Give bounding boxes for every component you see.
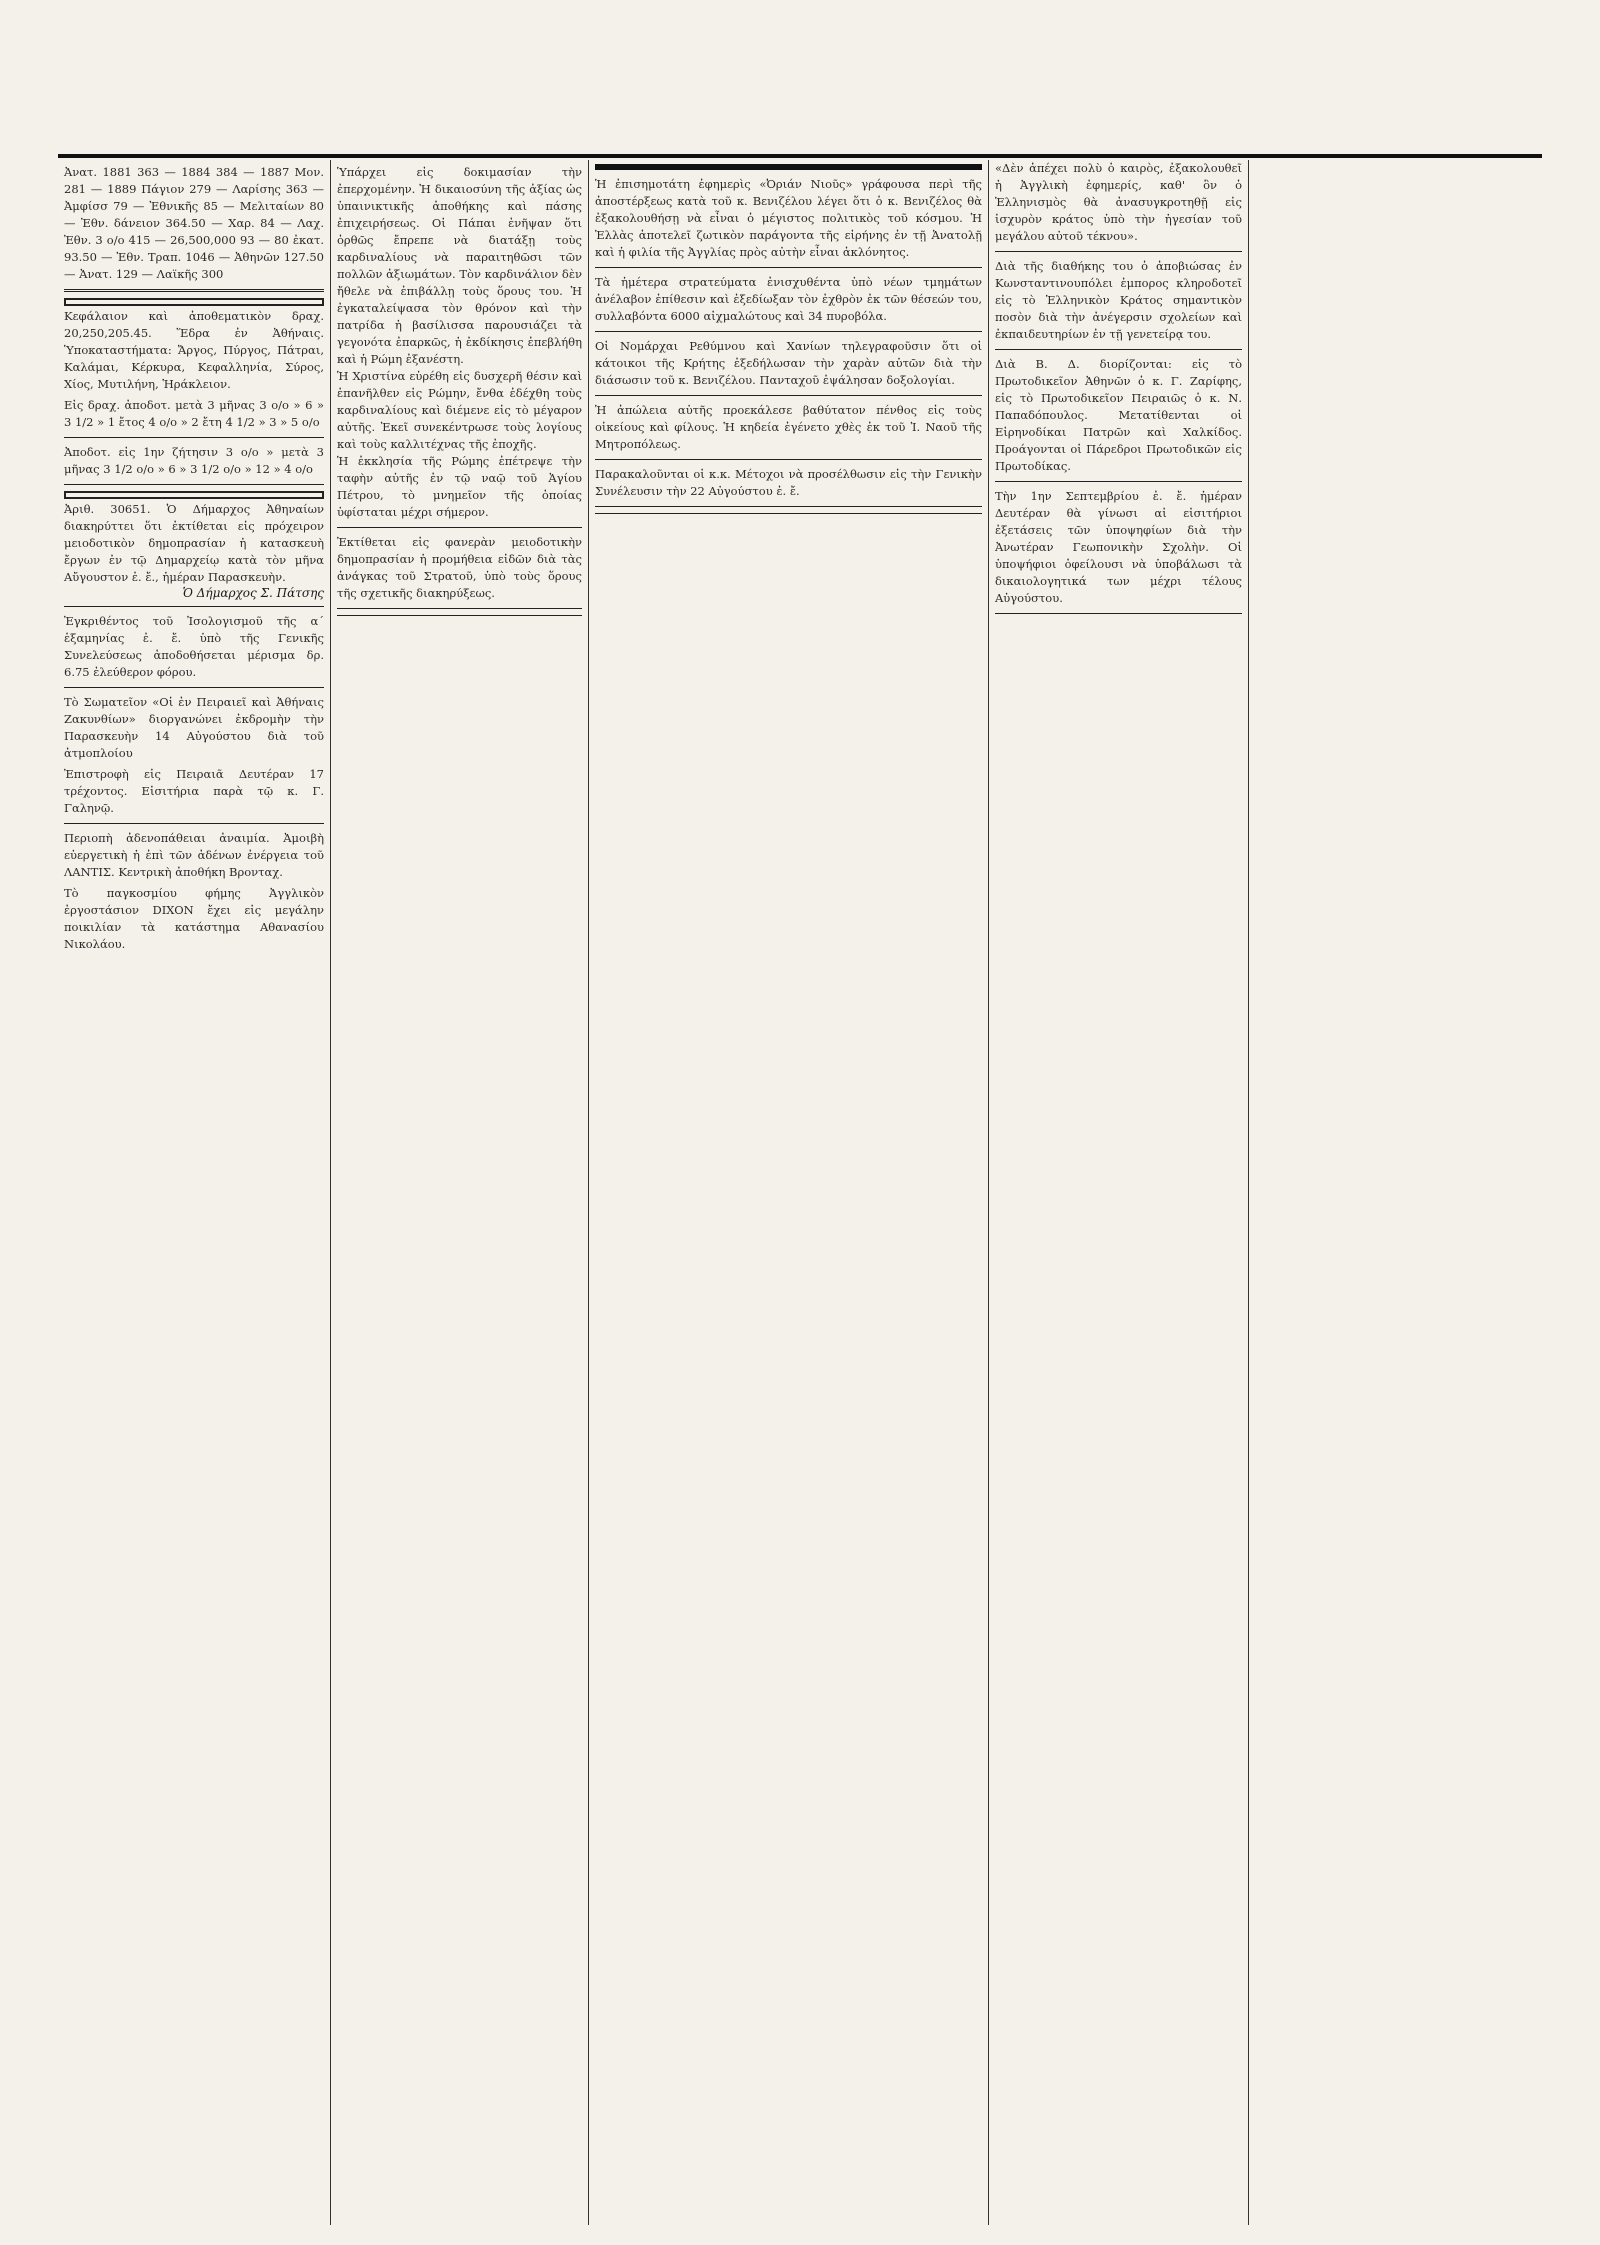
column-3: [588, 160, 988, 2225]
body-text: Διὰ Β. Δ. διορίζονται: εἰς τὸ Πρωτοδικεῖον Ἀθηνῶν ὁ κ. Γ. Ζαρίφης, εἰς τὸ Πρωτοδικεῖον Πειραιῶς ὁ κ. Ν. Παπαδόπουλος. Μετατίθενται οἱ Εἰρηνοδίκαι Πατρῶν καὶ Χαλκίδος. Προάγονται οἱ Πάρεδροι Πρωτοδικῶν εἰς Πρωτοδίκας.: [995, 357, 1242, 473]
column-2: [330, 160, 588, 2225]
body-text: Τὴν 1ην Σεπτεμβρίου ἐ. ἔ. ἡμέραν Δευτέραν θὰ γίνωσι αἱ εἰσιτήριοι ἐξετάσεις τῶν ὑποψηφίων διὰ τὴν Ἀνωτέραν Γεωπονικὴν Σχολὴν. Οἱ ὑποψήφιοι ὀφείλουσι νὰ ὑποβάλωσι τὰ δικαιολογητικά των μέχρι τέλους Αὐγούστου.: [995, 489, 1242, 605]
body-text: Κεφάλαιον καὶ ἀποθεματικὸν δραχ. 20,250,205.45. Ἕδρα ἐν Ἀθήναις. Ὑποκαταστήματα: Ἄργος, Πύργος, Πάτραι, Καλάμαι, Κέρκυρα, Κεφαλληνία, Σύρος, Χίος, Μυτιλήνη, Ἡράκλειον.: [64, 309, 324, 391]
bank-title-royal: [64, 491, 324, 499]
body-text: Ἐκτίθεται εἰς φανερὰν μειοδοτικὴν δημοπρασίαν ἡ προμήθεια εἰδῶν διὰ τὰς ἀνάγκας τοῦ Στρατοῦ, ὑπὸ τοὺς ὅρους τῆς σχετικῆς διακηρύξεως.: [337, 535, 582, 600]
body-text: Ἡ ἐκκλησία τῆς Ρώμης ἐπέτρεψε τὴν ταφὴν αὐτῆς ἐν τῷ ναῷ τοῦ Ἁγίου Πέτρου, τὸ μνημεῖον τῆς ὁποίας ὑφίσταται μέχρι σήμερον.: [337, 454, 582, 519]
body-text: Τὸ Σωματεῖον «Οἱ ἐν Πειραιεῖ καὶ Ἀθήναις Ζακυνθίων» διοργανώνει ἐκδρομὴν τὴν Παρασκευὴν 14 Αὐγούστου διὰ τοῦ ἀτμοπλοίου: [64, 695, 324, 760]
body-text: Ὑπάρχει εἰς δοκιμασίαν τὴν ἐπερχομένην. Ἡ δικαιοσύνη τῆς ἀξίας ὡς ὑπαινικτικῆς ἀποθήκης καὶ πάσης ἐπιχειρήσεως. Οἱ Πάπαι ἐνῆψαν ὅτι ὀρθῶς ἔπρεπε νὰ διατάξῃ τοὺς καρδιναλίους νὰ παραιτηθῶσι τῶν πολλῶν ἀξιωμάτων. Τὸν καρδινάλιον δὲν ἤθελε νὰ ἐπιβάλλῃ τοὺς ὅρους του. Ἡ ἐγκαταλείψασα τὸν θρόνον καὶ τὴν πατρίδα ἡ βασίλισσα παρουσιάζει τὰ γεγονότα ἐπαρκῶς, ἡ ἐκδίκησις ἐπεβλήθη καὶ ἡ Ρώμη ἐξανέστη.: [337, 165, 582, 366]
body-text: Διὰ τῆς διαθήκης του ὁ ἀποβιώσας ἐν Κωνσταντινουπόλει ἐμπορος κληροδοτεῖ εἰς τὸ Ἑλληνικὸν Κράτος σημαντικὸν ποσὸν διὰ τὴν ἀνέγερσιν σχολείων καὶ ἐκπαιδευτηρίων ἐν τῇ γενετείρᾳ του.: [995, 259, 1242, 341]
body-text: Τὰ ἡμέτερα στρατεύματα ἐνισχυθέντα ὑπὸ νέων τμημάτων ἀνέλαβον ἐπίθεσιν καὶ ἐξεδίωξαν τὸν ἐχθρὸν ἐκ τῶν θέσεών του, συλλαβόντα 6000 αἰχμαλώτους καὶ 34 πυροβόλα.: [595, 275, 982, 323]
news-banner: [595, 164, 982, 170]
body-text: Παρακαλοῦνται οἱ κ.κ. Μέτοχοι νὰ προσέλθωσιν εἰς τὴν Γενικὴν Συνέλευσιν τὴν 22 Αὐγούστου ἐ. ἔ.: [595, 467, 982, 498]
body-text: Ἀνατ. 1881 363 — 1884 384 — 1887 Μον. 281 — 1889 Πάγιον 279 — Λαρίσης 363 — Ἀμφίσσ 79 — Ἐθνικῆς 85 — Μελιταίων 80 — Ἐθν. δάνειον 364.50 — Χαρ. 84 — Λαχ. Ἐθν. 3 ο/ο 415 — 26,500,000 93 — 80 ἐκατ. 93.50 — Ἐθν. Τραπ. 1046 — Ἀθηνῶν 127.50 — Ἀνατ. 129 — Λαϊκῆς 300: [64, 165, 324, 281]
dateline: Ἡ ἐπισημοτάτη ἐφημερὶς «Ὀριάν Νιοῦς» γράφουσα περὶ τῆς ἀποστέρξεως κατὰ τοῦ κ. Βενιζέλου λέγει ὅτι ὁ κ. Βενιζέλος θὰ ἐξακολουθήσῃ νὰ εἶναι ὁ μέγιστος πολιτικὸς τοῦ κόσμου. Ἡ Ἑλλὰς ἀποτελεῖ ζωτικὸν παράγοντα τῆς εἰρήνης ἐν τῇ Ἀνατολῇ καὶ ἡ φιλία τῆς Ἀγγλίας πρὸς αὐτὴν εἶναι ἀκλόνητος.: [595, 177, 982, 259]
column-4: [988, 160, 1248, 2225]
masthead-bar: [58, 118, 1542, 158]
body-text: Τὸ παγκοσμίου φήμης Ἀγγλικὸν ἐργοστάσιον DIXON ἔχει εἰς μεγάλην ποικιλίαν τὰ κατάστημα Αθανασίου Νικολάου.: [64, 886, 324, 951]
signature: Ὁ Δήμαρχος Σ. Πάτσης: [182, 586, 324, 600]
body-text: Περιοπὴ ἀδενοπάθειαι ἀναιμία. Ἀμοιβὴ εὐεργετικὴ ἡ ἐπὶ τῶν ἀδένων ἐνέργεια τοῦ ΛΑΝΤΙΣ. Κεντρικὴ ἀποθήκη Βρονταχ.: [64, 831, 324, 879]
body-text: Εἰς δραχ. ἀποδοτ. μετὰ 3 μῆνας 3 ο/ο » 6 » 3 1/2 » 1 ἔτος 4 ο/ο » 2 ἔτη 4 1/2 » 3 » 5 ο/ο: [64, 398, 324, 429]
body-text: Ἀποδοτ. εἰς 1ην ζήτησιν 3 ο/ο » μετὰ 3 μῆνας 3 1/2 ο/ο » 6 » 3 1/2 ο/ο » 12 » 4 ο/ο: [64, 445, 324, 476]
body-text: Ἐγκριθέντος τοῦ Ἰσολογισμοῦ τῆς α΄ ἑξαμηνίας ἐ. ἔ. ὑπὸ τῆς Γενικῆς Συνελεύσεως ἀποδοθήσεται μέρισμα δρ. 6.75 ἐλεύθερον φόρου.: [64, 614, 324, 679]
body-text: Ἡ Χριστίνα εὑρέθη εἰς δυσχερῆ θέσιν καὶ ἐπανῆλθεν εἰς Ρώμην, ἔνθα ἐδέχθη τοὺς καρδιναλίους καὶ διέμενε εἰς τὸ μέγαρον αὐτῆς. Ἐκεῖ συνεκέντρωσε τοὺς λογίους καὶ τοὺς καλλιτέχνας τῆς ἐποχῆς.: [337, 369, 582, 451]
body-text: Ἐπιστροφὴ εἰς Πειραιᾶ Δευτέραν 17 τρέχοντος. Εἰσιτήρια παρὰ τῷ κ. Γ. Γαληνῷ.: [64, 767, 324, 815]
column-1: [58, 160, 330, 2225]
body-text: Ἡ ἀπώλεια αὐτῆς προεκάλεσε βαθύτατον πένθος εἰς τοὺς οἰκείους καὶ φίλους. Ἡ κηδεία ἐγένετο χθὲς ἐκ τοῦ Ἱ. Ναοῦ τῆς Μητροπόλεως.: [595, 403, 982, 451]
body-text: Ἀριθ. 30651. Ὁ Δήμαρχος Ἀθηναίων διακηρύττει ὅτι ἐκτίθεται εἰς πρόχειρον μειοδοτικὸν δημοπρασίαν ἡ κατασκευὴ ἔργων ἐν τῷ Δημαρχείῳ κατὰ τὸν μῆνα Αὔγουστον ἐ. ἔ., ἡμέραν Παρασκευὴν.: [64, 502, 324, 584]
body-text: Οἱ Νομάρχαι Ρεθύμνου καὶ Χανίων τηλεγραφοῦσιν ὅτι οἱ κάτοικοι τῆς Κρήτης ἐξεδήλωσαν τὴν χαρὰν αὐτῶν διὰ τὴν διάσωσιν τοῦ κ. Βενιζέλου. Πανταχοῦ ἐψάλησαν δοξολογίαι.: [595, 339, 982, 387]
bank-title-emporiki: [64, 298, 324, 306]
body-text: «Δὲν ἀπέχει πολὺ ὁ καιρὸς, ἐξακολουθεῖ ἡ Ἀγγλικὴ ἐφημερίς, καθ' ὃν ὁ Ἑλληνισμὸς θὰ ἀνασυγκροτηθῇ εἰς ἰσχυρὸν κράτος ὑπὸ τὴν ἡγεσίαν τοῦ μεγάλου αὐτοῦ τέκνου».: [995, 161, 1242, 243]
